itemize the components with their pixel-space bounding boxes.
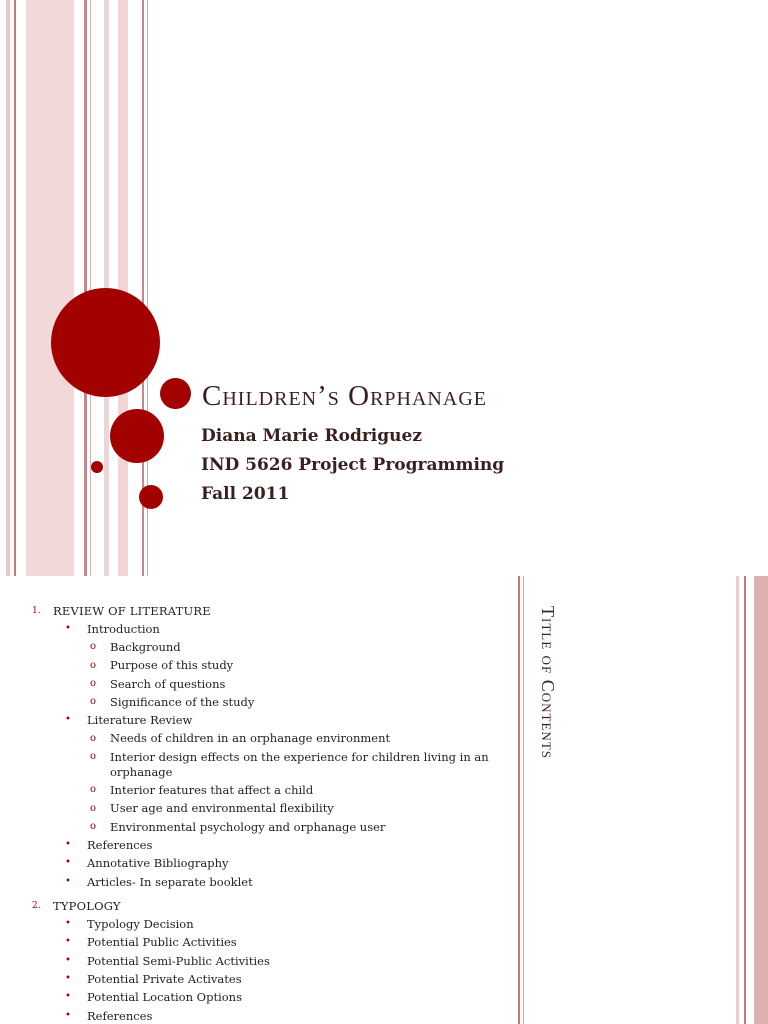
toc-item-list <box>53 620 500 891</box>
bullet-icon: • <box>65 875 71 887</box>
toc-subitem <box>87 748 500 781</box>
section-number: 1. <box>32 606 41 616</box>
author-name: Diana Marie Rodriguez <box>201 426 422 446</box>
toc-item-list <box>53 915 500 1024</box>
toc-item-label: Articles- In separate booklet <box>87 874 253 889</box>
circle-bullet-icon: o <box>90 751 97 762</box>
stripe-light-left <box>6 0 10 576</box>
toc-item-label: Annotative Bibliography <box>87 856 229 871</box>
toc-subitem-label: Interior design effects on the experience for children living in an orphanage <box>110 749 489 779</box>
toc-section <box>0 602 500 891</box>
contents-heading: Title of Contents <box>538 606 558 759</box>
circle-bullet-icon: o <box>90 784 97 796</box>
toc-item <box>53 933 500 951</box>
circle-bullet-icon: o <box>90 802 97 814</box>
table-of-contents <box>0 602 500 1024</box>
toc-item <box>53 620 500 711</box>
circle-bullet-icon: o <box>90 820 97 832</box>
toc-subitem <box>87 781 500 799</box>
bullet-icon: • <box>65 714 71 726</box>
decorative-circle-large <box>51 288 160 397</box>
toc-item-label: Literature Review <box>87 713 193 728</box>
toc-subitem-label: Significance of the study <box>110 694 255 709</box>
toc-item-label: References <box>87 838 153 853</box>
section-number: 2. <box>32 901 41 912</box>
toc-item <box>53 854 500 872</box>
toc-subitem-label: User age and environmental flexibility <box>110 801 334 816</box>
toc-item-label: References <box>87 1008 153 1023</box>
section-title: REVIEW OF LITERATURE <box>53 604 211 618</box>
toc-item <box>53 711 500 836</box>
bullet-icon: • <box>65 1009 71 1021</box>
toc-subitem <box>87 800 500 818</box>
toc-subitem <box>87 693 500 711</box>
stripe-thin-mid <box>90 0 91 576</box>
decorative-circle-tiny <box>91 461 103 473</box>
toc-item-label: Introduction <box>87 622 160 636</box>
toc-item-label: Potential Semi-Public Activities <box>87 953 270 968</box>
decorative-circle-medium <box>110 409 164 463</box>
toc-subitem <box>87 818 500 836</box>
stripe-dark-mid <box>84 0 87 576</box>
toc-item <box>53 836 500 854</box>
toc-item-label: Potential Private Activates <box>87 971 242 986</box>
slide-title: Children’s Orphanage <box>202 380 487 412</box>
stripe-divider-right <box>523 576 524 1024</box>
toc-item-label: Potential Public Activities <box>87 935 237 950</box>
toc-subitem-label: Search of questions <box>110 676 226 691</box>
toc-subitem-label: Interior features that affect a child <box>110 782 314 797</box>
stripe-wide-left <box>26 0 74 576</box>
section-title: TYPOLOGY <box>53 899 121 914</box>
circle-bullet-icon: o <box>90 677 97 689</box>
term-label: Fall 2011 <box>201 484 290 504</box>
toc-item <box>53 952 500 970</box>
stripe-dark-1 <box>744 576 746 1024</box>
bullet-icon: • <box>65 623 71 634</box>
stripe-dark-left <box>14 0 16 576</box>
bullet-icon: • <box>65 918 71 930</box>
toc-subitem-label: Purpose of this study <box>110 658 234 673</box>
bullet-icon: • <box>65 857 71 869</box>
contents-slide <box>0 576 768 1024</box>
course-name: IND 5626 Project Programming <box>201 455 505 475</box>
circle-bullet-icon: o <box>90 641 97 653</box>
toc-item-label: Typology Decision <box>87 917 194 932</box>
toc-item-label: Potential Location Options <box>87 990 242 1005</box>
bullet-icon: • <box>65 972 71 984</box>
circle-bullet-icon: o <box>90 659 97 671</box>
circle-bullet-icon: o <box>90 732 97 744</box>
toc-subitem-list <box>87 730 500 836</box>
bullet-icon: • <box>65 839 71 851</box>
toc-subitem-label: Background <box>110 639 181 654</box>
bullet-icon: • <box>65 954 71 966</box>
decorative-circle-bottom <box>139 485 163 509</box>
toc-subitem <box>87 638 500 656</box>
bullet-icon: • <box>65 936 71 948</box>
decorative-circle-small <box>160 378 191 409</box>
bullet-icon: • <box>65 991 71 1003</box>
toc-subitem <box>87 675 500 693</box>
stripe-light-right <box>118 0 128 576</box>
stripe-divider-left <box>518 576 520 1024</box>
toc-item <box>53 873 500 891</box>
toc-subitem-label: Needs of children in an orphanage environment <box>110 731 391 746</box>
stripe-wide-right <box>754 576 768 1024</box>
toc-subitem <box>87 730 500 748</box>
toc-item <box>53 1007 500 1024</box>
toc-item <box>53 988 500 1006</box>
toc-subitem-list <box>87 638 500 711</box>
toc-section <box>0 897 500 1024</box>
toc-subitem-label: Environmental psychology and orphanage user <box>110 819 386 834</box>
circle-bullet-icon: o <box>90 696 97 708</box>
toc-item <box>53 970 500 988</box>
toc-subitem <box>87 657 500 675</box>
toc-item <box>53 915 500 933</box>
stripe-light-1 <box>736 576 739 1024</box>
